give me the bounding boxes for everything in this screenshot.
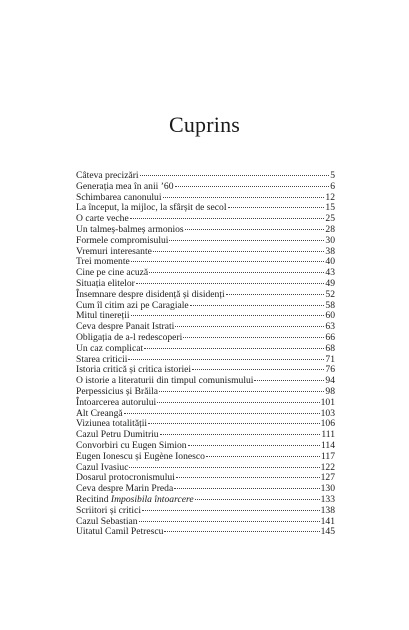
toc-entry-page-number: 43: [325, 267, 335, 279]
toc-dot-leader: [142, 510, 320, 511]
toc-entry-page-number: 127: [320, 472, 335, 484]
toc-entry-page-number: 71: [325, 353, 335, 365]
toc-entry-page-number: 58: [325, 299, 335, 311]
toc-entry-page-number: 94: [325, 375, 335, 387]
toc-entry-title-text: Viziunea totalității: [76, 418, 148, 430]
toc-dot-leader: [190, 305, 325, 306]
toc-entry-title-text: Un talmeș-balmeș armonios: [76, 223, 184, 235]
toc-entry-title-text: Câteva precizări: [76, 170, 139, 181]
toc-entry-page-number: 133: [320, 493, 335, 505]
toc-dot-leader: [183, 337, 324, 338]
toc-entry-title-text: Recitind: [76, 493, 111, 505]
toc-entry-page-number: 111: [321, 429, 335, 441]
toc-dot-leader: [254, 380, 324, 381]
toc-entry-page-number: 66: [325, 331, 335, 343]
toc-entry-title-text: O carte veche: [76, 213, 129, 225]
toc-entry-page-number: 145: [320, 526, 335, 538]
toc-entry-page-number: 40: [325, 256, 335, 268]
toc-entry-title-text: Istoria critică și critica istoriei: [76, 364, 192, 376]
toc-entry-title-text: Cazul Petru Dumitriu: [76, 429, 159, 441]
toc-entry-title-text: Alt Creangă: [76, 407, 123, 419]
toc-entry-title-text: Eugen Ionescu și Eugène Ionesco: [76, 450, 205, 462]
toc-dot-leader: [185, 229, 325, 230]
toc-entry-page-number: 141: [320, 515, 335, 527]
toc-entry-title-text: Însemnare despre disidență și disidenți: [76, 288, 225, 300]
toc-entry-title-text: Convorbiri cu Eugen Simion: [76, 439, 187, 451]
toc-dot-leader: [144, 348, 324, 349]
toc-dot-leader: [140, 175, 330, 176]
toc-entry-title-text: Cum îl citim azi pe Caragiale: [76, 299, 189, 311]
toc-dot-leader: [148, 423, 320, 424]
toc-entry-title-text: La început, la mijloc, la sfârșit de secol: [76, 202, 227, 214]
toc-entry-title-text: Un caz complicat: [76, 342, 144, 354]
toc-entry-title-text: Dosarul protocronismului: [76, 472, 175, 484]
toc-dot-leader: [131, 315, 325, 316]
toc-entry-title-text: Mitul tinereții: [76, 310, 130, 322]
toc-dot-leader: [149, 272, 324, 273]
toc-entry-page-number: 130: [320, 483, 335, 495]
toc-dot-leader: [195, 499, 320, 500]
toc-entry-page-number: 114: [320, 439, 335, 451]
toc-dot-leader: [130, 218, 325, 219]
toc-entry-page-number: 28: [325, 223, 335, 235]
toc-entry-page-number: 103: [320, 407, 335, 419]
toc-dot-leader: [124, 413, 320, 414]
toc-dot-leader: [136, 283, 325, 284]
toc-dot-leader: [169, 240, 324, 241]
toc-entry-title-text: Generația mea în anii ’60: [76, 180, 174, 192]
toc-dot-leader: [206, 456, 320, 457]
toc-entry-title-text: Ceva despre Panait Istrati: [76, 321, 175, 333]
toc-dot-leader: [153, 251, 325, 252]
toc-dot-leader: [159, 391, 324, 392]
toc-entry-page-number: 122: [320, 461, 335, 473]
toc-entry-page-number: 60: [325, 310, 335, 322]
toc-dot-leader: [157, 402, 319, 403]
toc-entry-title-text: Vremuri interesante: [76, 245, 152, 257]
toc-dot-leader: [175, 326, 324, 327]
toc-entry-page-number: 15: [325, 202, 335, 214]
toc-entry-title-text: Cazul Ivasiuc: [76, 461, 129, 473]
toc-dot-leader: [160, 434, 321, 435]
toc-entry-page-number: 68: [325, 342, 335, 354]
toc-entry-title-text: Uitatul Camil Petrescu: [76, 526, 164, 538]
toc-entry-page-number: 6: [330, 180, 335, 192]
toc-dot-leader: [228, 207, 325, 208]
toc-entry-title-text: Formele compromisului: [76, 234, 169, 246]
toc-dot-leader: [192, 369, 324, 370]
toc-entry-title-text: Schimbarea canonului: [76, 191, 162, 203]
toc-entry-title: [76, 527, 163, 538]
toc-dot-leader: [226, 294, 325, 295]
toc-entry-title-text: Cazul Sebastian: [76, 515, 138, 527]
toc-entry-title-text: Situația elitelor: [76, 277, 135, 289]
toc-dot-leader: [139, 521, 320, 522]
toc-entry-title-text: Perpessicius și Brăila: [76, 385, 159, 397]
toc-entry-page-number: 38: [325, 245, 335, 257]
toc-entry-title-text: Ceva despre Marin Preda: [76, 483, 174, 495]
toc-entry-title-text: Starea criticii: [76, 353, 128, 365]
toc-dot-leader: [129, 467, 319, 468]
toc-entry-page-number: 63: [325, 321, 335, 333]
toc-entry-page-number: 106: [320, 418, 335, 430]
toc-dot-leader: [175, 186, 330, 187]
toc-entry-page-number: 12: [325, 191, 335, 203]
toc-dot-leader: [131, 261, 325, 262]
toc-entry-page-number: 117: [320, 450, 335, 462]
toc-entry-page-number: 5: [330, 170, 335, 181]
toc-entry-page-number: 49: [325, 277, 335, 289]
toc-entry-page-number: 76: [325, 364, 335, 376]
toc-dot-leader: [174, 488, 319, 489]
toc-entry-page-number: 25: [325, 213, 335, 225]
toc-entry-title-text: Scriitori și critici: [76, 504, 142, 516]
toc-dot-leader: [176, 477, 320, 478]
toc-entry-page-number: 138: [320, 504, 335, 516]
toc-entry: [76, 527, 335, 538]
toc-entry-title-text: Întoarcerea autorului: [76, 396, 157, 408]
toc-entry-title-text: Obligația de a-l redescoperi: [76, 331, 183, 343]
toc-entry-title-text: Cine pe cine acuză: [76, 267, 149, 279]
toc-dot-leader: [164, 531, 319, 532]
toc-entry-page-number: 98: [325, 385, 335, 397]
toc-dot-leader: [128, 359, 324, 360]
table-of-contents: [76, 171, 335, 538]
toc-entry-page-number: 52: [325, 288, 335, 300]
page-title: Cuprins: [168, 112, 241, 137]
toc-entry-page-number: 101: [320, 396, 335, 408]
toc-entry-title-text: Trei momente: [76, 256, 130, 268]
toc-entry-title-italic: Imposibila întoarcere: [110, 493, 194, 505]
toc-dot-leader: [163, 197, 325, 198]
toc-entry-title-text: O istorie a literaturii din timpul comunismului: [76, 375, 254, 387]
toc-entry-page-number: 30: [325, 234, 335, 246]
toc-dot-leader: [188, 445, 320, 446]
